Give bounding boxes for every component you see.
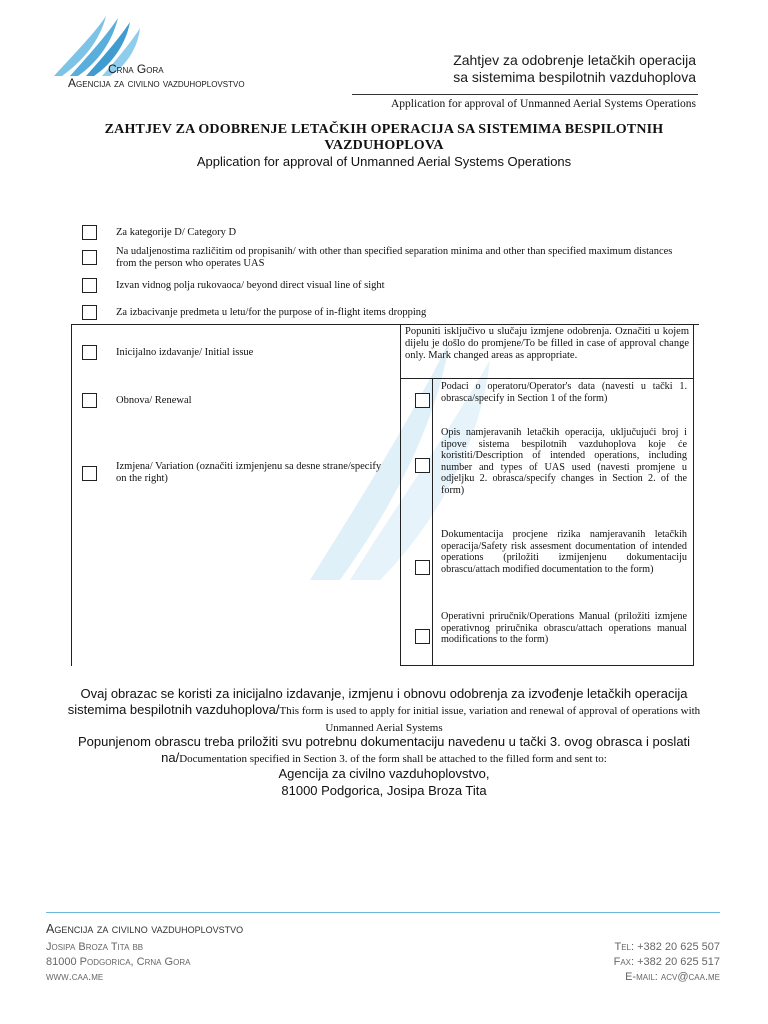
page-subtitle: Application for approval of Unmanned Aerial Systems Operations: [196, 154, 572, 169]
renewal-checkbox[interactable]: [82, 393, 97, 408]
operator-data-checkbox[interactable]: [415, 393, 430, 408]
form-header-line2: sa sistemima bespilotnih vazduhoplova: [453, 69, 696, 85]
address-line-2: 81000 Podgorica, Josipa Broza Tita: [281, 783, 487, 798]
page-title: ZAHTJEV ZA ODOBRENJE LETAČKIH OPERACIJA SA SISTEMIMA BESPILOTNIH VAZDUHOPLOVA: [104, 122, 664, 153]
agency-logo-text: [68, 62, 245, 90]
form-header-english: Application for approval of Unmanned Aerial Systems Operations: [391, 98, 696, 110]
category-d-checkbox[interactable]: [82, 225, 97, 240]
bvlos-checkbox[interactable]: [82, 278, 97, 293]
footer-contact: [614, 940, 720, 985]
operations-description-checkbox[interactable]: [415, 458, 430, 473]
renewal-label: Obnova/ Renewal: [116, 395, 192, 406]
agency-country: Crna Gora: [108, 62, 164, 76]
issue-section-left-border: [71, 324, 72, 666]
form-header-title: [453, 52, 696, 86]
instructions-text-2-en: Documentation specified in Section 3. of the form shall be attached to the filled form and sent to:: [179, 753, 607, 765]
instructions-text-1-en: This form is used to apply for initial issue, variation and renewal of approval of operations with Unmanned Aerial Systems: [279, 705, 701, 734]
risk-documentation-checkbox[interactable]: [415, 560, 430, 575]
initial-issue-checkbox[interactable]: [82, 345, 97, 360]
footer-divider: [46, 912, 720, 913]
category-d-label: Za kategorije D/ Category D: [116, 227, 237, 238]
operator-data-label: Podaci o operatoru/Operator's data (navesti u tački 1. obrasca/specify in Section 1 of the form): [441, 381, 687, 404]
footer-city: 81000 Podgorica, Crna Gora: [46, 956, 191, 968]
instructions-text-1: Ovaj obrazac se koristi za inicijalno izdavanje, izmjenu i obnovu odobrenja za izvođenje letačkih operacija sistemima bespilotnih vazduhoplova/: [67, 686, 688, 717]
footer-agency-name: Agencija za civilno vazduhoplovstvo: [46, 922, 244, 936]
instructions-paragraph-1: [60, 686, 708, 736]
change-note: Popuniti isključivo u slučaju izmjene odobrenja. Označiti u kojem dijelu je došlo do promjene/To be filled in case of approval change only. Mark changed areas as appropriate.: [405, 326, 689, 361]
initial-issue-label: Inicijalno izdavanje/ Initial issue: [116, 347, 254, 358]
separation-minima-checkbox[interactable]: [82, 250, 97, 265]
address-line-1: Agencija za civilno vazduhoplovstvo,: [278, 766, 490, 781]
bvlos-label: Izvan vidnog polja rukovaoca/ beyond direct visual line of sight: [116, 280, 385, 291]
form-header-line1: Zahtjev za odobrenje letačkih operacija: [453, 52, 696, 68]
header-divider: [352, 94, 698, 95]
footer-phone: Tel: +382 20 625 507: [614, 941, 720, 953]
item-dropping-label: Za izbacivanje predmeta u letu/for the purpose of in-flight items dropping: [116, 307, 427, 318]
footer-fax: Fax: +382 20 625 517: [613, 956, 720, 968]
footer-address: [46, 940, 190, 985]
operations-description-label: Opis namjeravanih letačkih operacija, uključujući broj i tipove sistema bespilotnih vazduhoplova koje će koristiti/Description of intended operations, including number and types of UAS used (navesti promjene u odjeljku 2. obrasca/specify changes in Section 2. of the form): [441, 427, 687, 496]
operations-manual-label: Operativni priručnik/Operations Manual (priložiti izmjene operativnog priručnika obrascu/attach operations manual modifications to the form): [441, 611, 687, 645]
risk-documentation-label: Dokumentacija procjene rizika namjeravanih letačkih operacija/Safety risk assesment documentation of intended operations (priložiti izmijenjenu dokumentaciju obrascu/attach modified documentation to the form): [441, 529, 687, 575]
separation-minima-label: Na udaljenostima različitim od propisanih/ with other than specified separation minima and other than specified maximum distances from the person who operates UAS: [116, 246, 673, 269]
agency-name: Agencija za civilno vazduhoplovstvo: [68, 76, 245, 90]
footer-street: Josipa Broza Tita bb: [46, 941, 144, 953]
instructions-paragraph-2: [60, 734, 708, 767]
footer-email-link[interactable]: E-mail: acv@caa.me: [625, 971, 720, 983]
operations-manual-checkbox[interactable]: [415, 629, 430, 644]
item-dropping-checkbox[interactable]: [82, 305, 97, 320]
change-box-inner-border: [432, 378, 433, 666]
instructions-text-2: Popunjenom obrascu treba priložiti svu potrebnu dokumentaciju navedenu u tački 3. ovog obrasca i poslati na/: [77, 734, 691, 765]
footer-website-link[interactable]: www.caa.me: [46, 971, 104, 983]
change-box-divider: [400, 378, 694, 379]
variation-checkbox[interactable]: [82, 466, 97, 481]
variation-label: Izmjena/ Variation (označiti izmjenjenu sa desne strane/specify on the right): [116, 461, 382, 484]
